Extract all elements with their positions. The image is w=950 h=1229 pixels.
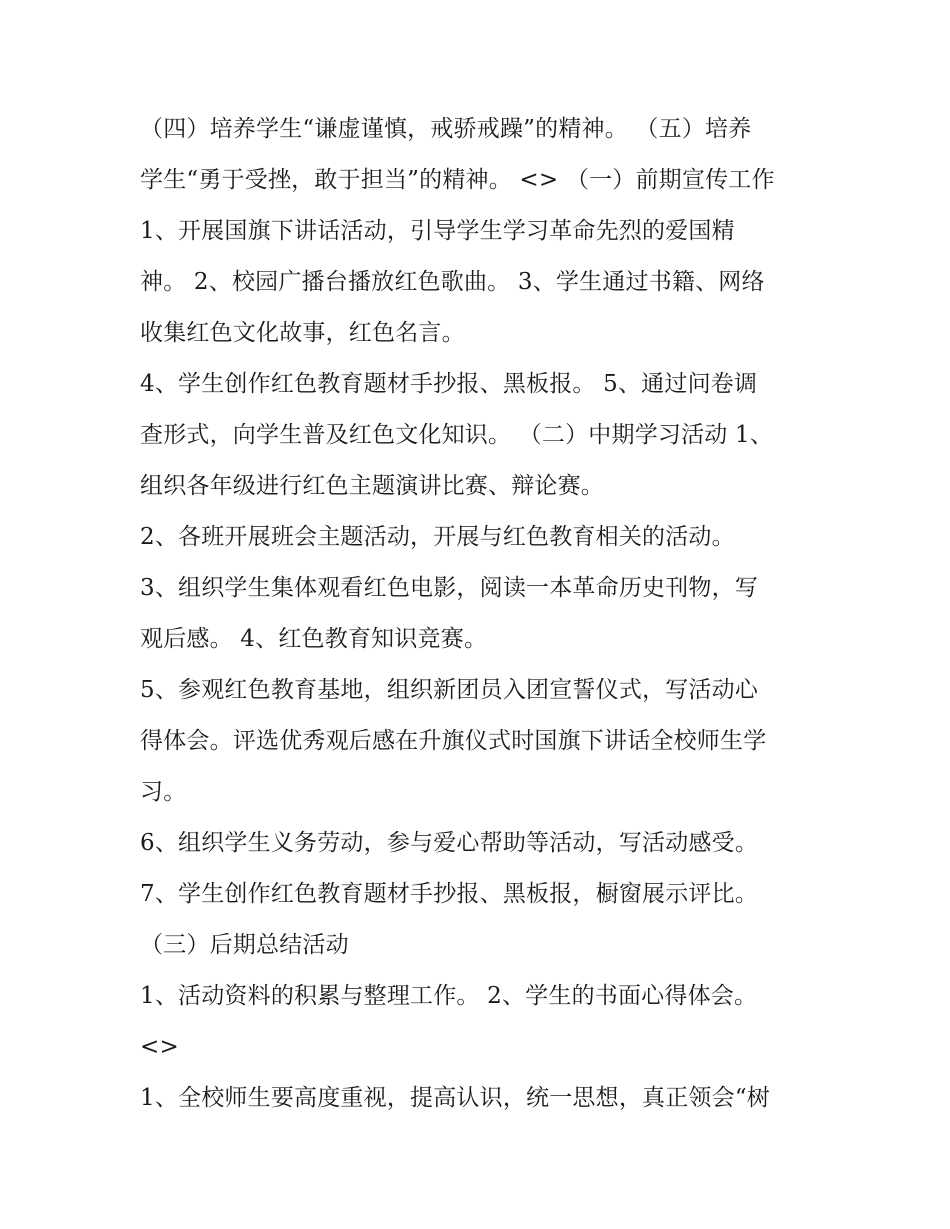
text-line: 收集红色文化故事，红色名言。 (140, 320, 465, 346)
text-line: 神。 2、校园广播台播放红色歌曲。 3、学生通过书籍、网络 (140, 269, 765, 295)
text-line: 3、组织学生集体观看红色电影，阅读一本革命历史刊物，写 (140, 575, 759, 601)
text-line: 1、活动资料的积累与整理工作。 2、学生的书面心得体会。 (140, 983, 758, 1009)
text-line: 1、全校师生要高度重视，提高认识，统一思想，真正领会“树 (140, 1085, 770, 1111)
text-line: 1、开展国旗下讲话活动，引导学生学习革命先烈的爱国精 (140, 218, 735, 244)
text-line: 组织各年级进行红色主题演讲比赛、辩论赛。 (140, 473, 604, 499)
text-line: <> (140, 1034, 179, 1060)
document-body (140, 104, 820, 1124)
text-line: 得体会。评选优秀观后感在升旗仪式时国旗下讲话全校师生学 (140, 728, 767, 754)
text-line: 4、学生创作红色教育题材手抄报、黑板报。 5、通过问卷调 (140, 371, 758, 397)
text-line: （四）培养学生“谦虚谨慎，戒骄戒躁”的精神。 （五）培养 (140, 116, 752, 142)
text-line: （三）后期总结活动 (140, 932, 349, 958)
text-line: 学生“勇于受挫，敢于担当”的精神。 <> （一）前期宣传工作 (140, 167, 775, 193)
text-line: 查形式，向学生普及红色文化知识。 （二）中期学习活动 1、 (140, 422, 774, 448)
text-line: 6、组织学生义务劳动，参与爱心帮助等活动，写活动感受。 (140, 830, 759, 856)
text-line: 观后感。 4、红色教育知识竞赛。 (140, 626, 488, 652)
text-line: 习。 (140, 779, 187, 805)
text-line: 7、学生创作红色教育题材手抄报、黑板报，橱窗展示评比。 (140, 881, 759, 907)
text-line: 2、各班开展班会主题活动，开展与红色教育相关的活动。 (140, 524, 735, 550)
text-line: 5、参观红色教育基地，组织新团员入团宣誓仪式，写活动心 (140, 677, 759, 703)
